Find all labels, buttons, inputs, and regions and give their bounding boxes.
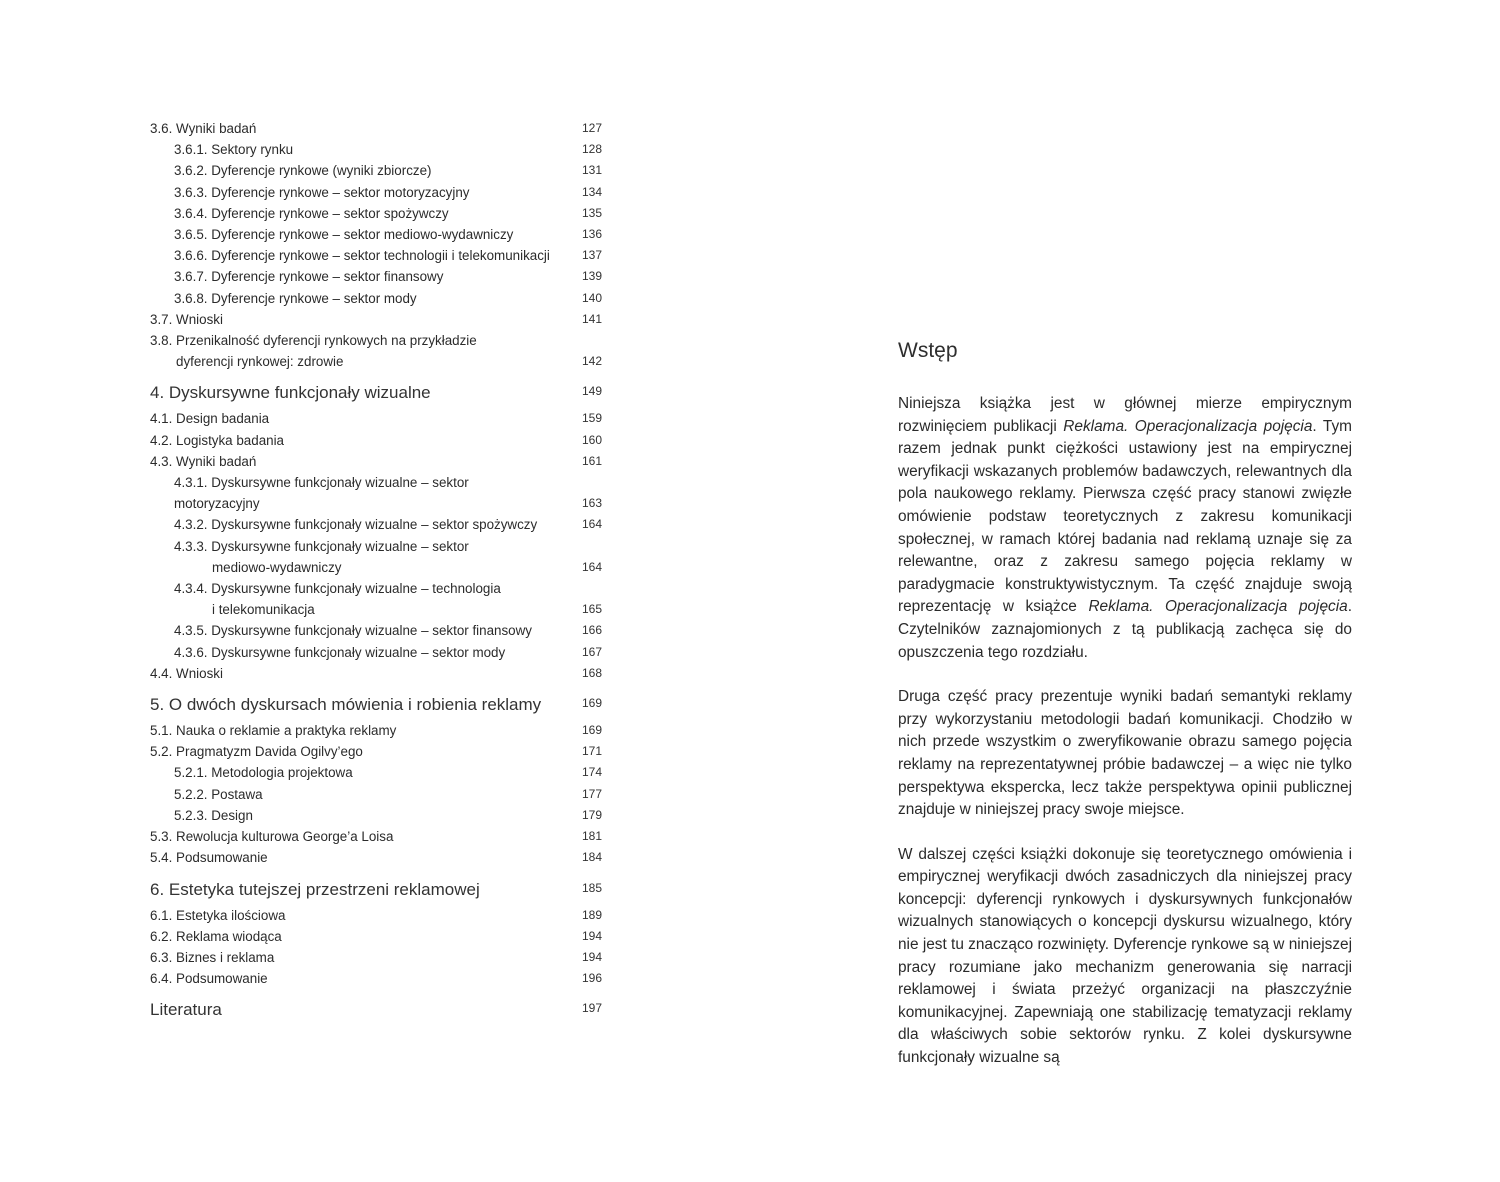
toc-page-number: 149: [581, 384, 602, 399]
toc-entry: [150, 224, 602, 245]
toc-page-number: 168: [581, 665, 602, 680]
toc-page-number: 140: [581, 290, 602, 305]
toc-entry: [150, 408, 602, 429]
toc-page-number: 139: [581, 269, 602, 284]
toc-entry: [150, 847, 602, 868]
toc-page-number: 136: [581, 227, 602, 242]
toc-entry: [150, 514, 602, 535]
toc-entry: [150, 430, 602, 451]
toc-entry: [150, 182, 602, 203]
toc-entry-title: 5.1. Nauka o reklamie a praktyka reklamy: [150, 723, 397, 739]
toc-page-number: 196: [581, 971, 602, 986]
toc-entry: [150, 266, 602, 287]
toc-page-number: 164: [581, 517, 602, 532]
toc-page-number: 166: [581, 623, 602, 638]
toc-entry-title: 4.3.6. Dyskursywne funkcjonały wizualne – sektor mody: [174, 644, 506, 660]
toc-entry-title: 3.6.6. Dyferencje rynkowe – sektor technologii i telekomunikacji: [174, 248, 550, 264]
toc-entry: [150, 203, 602, 224]
toc-entry-title: 4.3.2. Dyskursywne funkcjonały wizualne – sektor spożywczy: [174, 517, 538, 533]
toc-page-number: 131: [581, 163, 602, 178]
toc-page-number: 137: [581, 248, 602, 263]
toc-page-number: 171: [581, 744, 602, 759]
toc-entry-title: 3.6.5. Dyferencje rynkowe – sektor mediowo-wydawniczy: [174, 227, 514, 243]
toc-entry: [150, 309, 602, 330]
toc-entry-title: 3.6. Wyniki badań: [150, 121, 257, 136]
toc-entry: [150, 663, 602, 684]
toc-page-number: 159: [581, 411, 602, 426]
toc-page-number: 179: [581, 807, 602, 822]
toc-page-number: 197: [581, 1001, 602, 1016]
toc-entry: [150, 968, 602, 989]
toc-entry: [150, 451, 602, 472]
toc-entry: [150, 620, 602, 641]
toc-entry-title: 4.2. Logistyka badania: [150, 432, 285, 448]
toc-page-number: 185: [581, 880, 602, 895]
toc-entry: [150, 118, 602, 139]
toc-page-number: 177: [581, 786, 602, 801]
intro-paragraph: Druga część pracy prezentuje wyniki badań semantyki reklamy przy wykorzystaniu metodologii badań komunikacji. Chodziło w nich przede wszystkim o zweryfikowanie obrazu samego pojęcia reklamy na reprezentatywnej próbie badawczej – a więc nie tylko perspektywa ekspercka, lecz także perspektywa opinii publicznej znajduje w niniejszej pracy swoje miejsce.: [898, 688, 1352, 819]
toc-page-number: 160: [581, 432, 602, 447]
toc-entry-title: 3.7. Wnioski: [150, 311, 223, 327]
intro-paragraph: Niniejsza książka jest w głównej mierze empirycznym rozwinięciem publikacji Reklama. Operacjonalizacja pojęcia. Tym razem jednak punkt ciężkości ustawiony jest na empirycznej weryfikacji wskazanych problemów badawczych, relewantnych dla pola naukowego reklamy. Pierwsza część pracy stanowi zwięzłe omówienie podstaw teoretycznych z zakresu komunikacji społecznej, w ramach której badania nad reklamą uznaje się za relewantne, oraz z zakresu samego pojęcia reklamy w paradygmacie konstruktywistycznym. Ta część znajduje swoją reprezentację w książce Reklama. Operacjonalizacja pojęcia. Czytelników zaznajomionych z tą publikacją zachęca się do opuszczenia tego rozdziału.: [898, 395, 1352, 661]
toc-entry-title: 4. Dyskursywne funkcjonały wizualne: [150, 383, 431, 403]
toc-entry: [150, 642, 602, 663]
toc-entry-title: 5.2.1. Metodologia projektowa: [174, 765, 353, 781]
toc-entry-title: 6.4. Podsumowanie: [150, 971, 268, 987]
toc-page-number: 194: [581, 949, 602, 964]
toc-page-number: 181: [581, 829, 602, 844]
toc-entry: [150, 245, 602, 266]
toc-page-number: 141: [581, 311, 602, 326]
toc-chapter-entry: [150, 878, 602, 902]
toc-chapter-entry: [150, 693, 602, 717]
toc-entry-title: 4.3.1. Dyskursywne funkcjonały wizualne – sektor motoryzacyjny: [174, 475, 469, 512]
intro-body: [898, 393, 1352, 1070]
toc-page-number: 127: [581, 121, 602, 135]
toc-entry-title: 6.2. Reklama wiodąca: [150, 928, 282, 944]
intro-section: [898, 336, 1352, 1092]
toc-entry-title: 6.3. Biznes i reklama: [150, 949, 275, 965]
toc-page-number: 189: [581, 907, 602, 922]
toc-entry: [150, 160, 602, 181]
toc-entry: [150, 741, 602, 762]
toc-entry-title: 4.4. Wnioski: [150, 665, 223, 681]
toc-entry: [150, 762, 602, 783]
toc-entry: [150, 947, 602, 968]
toc-page-number: 169: [581, 723, 602, 738]
toc-page-number: 135: [581, 205, 602, 220]
toc-entry-title: 5.2. Pragmatyzm Davida Ogilvy’ego: [150, 744, 363, 760]
toc-entry: [150, 472, 602, 514]
toc-entry-title: 3.6.7. Dyferencje rynkowe – sektor finansowy: [174, 269, 444, 285]
toc-entry-title: 5. O dwóch dyskursach mówienia i robienia reklamy: [150, 695, 542, 715]
toc-page-number: 164: [581, 559, 602, 574]
toc-page-number: 161: [581, 453, 602, 468]
toc-entry: [150, 139, 602, 160]
toc-entry: [150, 288, 602, 309]
toc-entry-title: 5.2.3. Design: [174, 807, 253, 823]
toc-entry-title: 5.4. Podsumowanie: [150, 850, 268, 866]
toc-entry-title: 4.3.5. Dyskursywne funkcjonały wizualne – sektor finansowy: [174, 623, 532, 639]
intro-heading: Wstęp: [898, 339, 958, 362]
toc-entry: [150, 330, 602, 372]
toc-entry-title: 3.6.2. Dyferencje rynkowe (wyniki zbiorcze): [174, 163, 432, 179]
toc-chapter-entry: [150, 381, 602, 405]
toc-entry-title: 4.3.4. Dyskursywne funkcjonały wizualne – technologia i telekomunikacja: [174, 581, 501, 618]
toc-entry: [150, 905, 602, 926]
toc-page-number: 184: [581, 850, 602, 865]
toc-entry-title: 3.8. Przenikalność dyferencji rynkowych na przykładzie dyferencji rynkowej: zdrowie: [150, 333, 477, 370]
toc-entry-title: 3.6.3. Dyferencje rynkowe – sektor motoryzacyjny: [174, 184, 470, 200]
toc-entry-title: 4.3.3. Dyskursywne funkcjonały wizualne – sektor mediowo-wydawniczy: [174, 538, 469, 575]
toc-entry-title: 4.1. Design badania: [150, 411, 270, 427]
toc-entry: [150, 805, 602, 826]
toc-page-number: 167: [581, 644, 602, 659]
toc-entry: [150, 926, 602, 947]
toc-page-number: 174: [581, 765, 602, 780]
toc-page-number: 194: [581, 928, 602, 943]
toc-entry-title: 6.1. Estetyka ilościowa: [150, 907, 286, 923]
toc-entry-title: 6. Estetyka tutejszej przestrzeni reklamowej: [150, 879, 480, 899]
book-title-italic: Reklama. Operacjonalizacja pojęcia: [1088, 598, 1348, 616]
toc-page-number: 169: [581, 696, 602, 711]
toc-entry-title: 5.2.2. Postawa: [174, 786, 263, 802]
toc-page-number: 142: [581, 354, 602, 369]
intro-paragraph: W dalszej części książki dokonuje się teoretycznego omówienia i empirycznej weryfikacji dwóch zasadniczych dla niniejszej pracy koncepcji: dyferencji rynkowych i dyskursywnych funkcjonałów wizualnych stanowiących o koncepcji dyskursu wizualnego, który nie jest tu znacząco rozwinięty. Dyferencje rynkowe są w niniejszej pracy rozumiane jako mechanizm generowania się narracji reklamowej i świata przeżyć organizacji na płaszczyźnie komunikacyjnej. Zapewniają one stabilizację tematyzacji reklamy dla właściwych sobie sektorów rynku. Z kolei dyskursywne funkcjonały wizualne są: [898, 845, 1352, 1067]
toc-entry-title: 3.6.4. Dyferencje rynkowe – sektor spożywczy: [174, 205, 449, 221]
toc-entry: [150, 536, 602, 578]
table-of-contents: [150, 118, 602, 1025]
toc-entry: [150, 720, 602, 741]
toc-page-number: 128: [581, 142, 602, 157]
toc-chapter-entry: [150, 998, 602, 1022]
toc-entry: [150, 826, 602, 847]
toc-entry: [150, 578, 602, 620]
toc-page-number: 165: [581, 602, 602, 617]
toc-entry-title: 3.6.1. Sektory rynku: [174, 142, 294, 158]
toc-entry: [150, 784, 602, 805]
toc-page-number: 134: [581, 184, 602, 199]
toc-entry-title: 3.6.8. Dyferencje rynkowe – sektor mody: [174, 290, 417, 306]
toc-entry-title: 5.3. Rewolucja kulturowa George’a Loisa: [150, 829, 394, 845]
toc-entry-title: 4.3. Wyniki badań: [150, 453, 257, 469]
book-title-italic: Reklama. Operacjonalizacja pojęcia: [1063, 417, 1313, 435]
toc-entry-title: Literatura: [150, 1000, 222, 1020]
toc-page-number: 163: [581, 496, 602, 511]
